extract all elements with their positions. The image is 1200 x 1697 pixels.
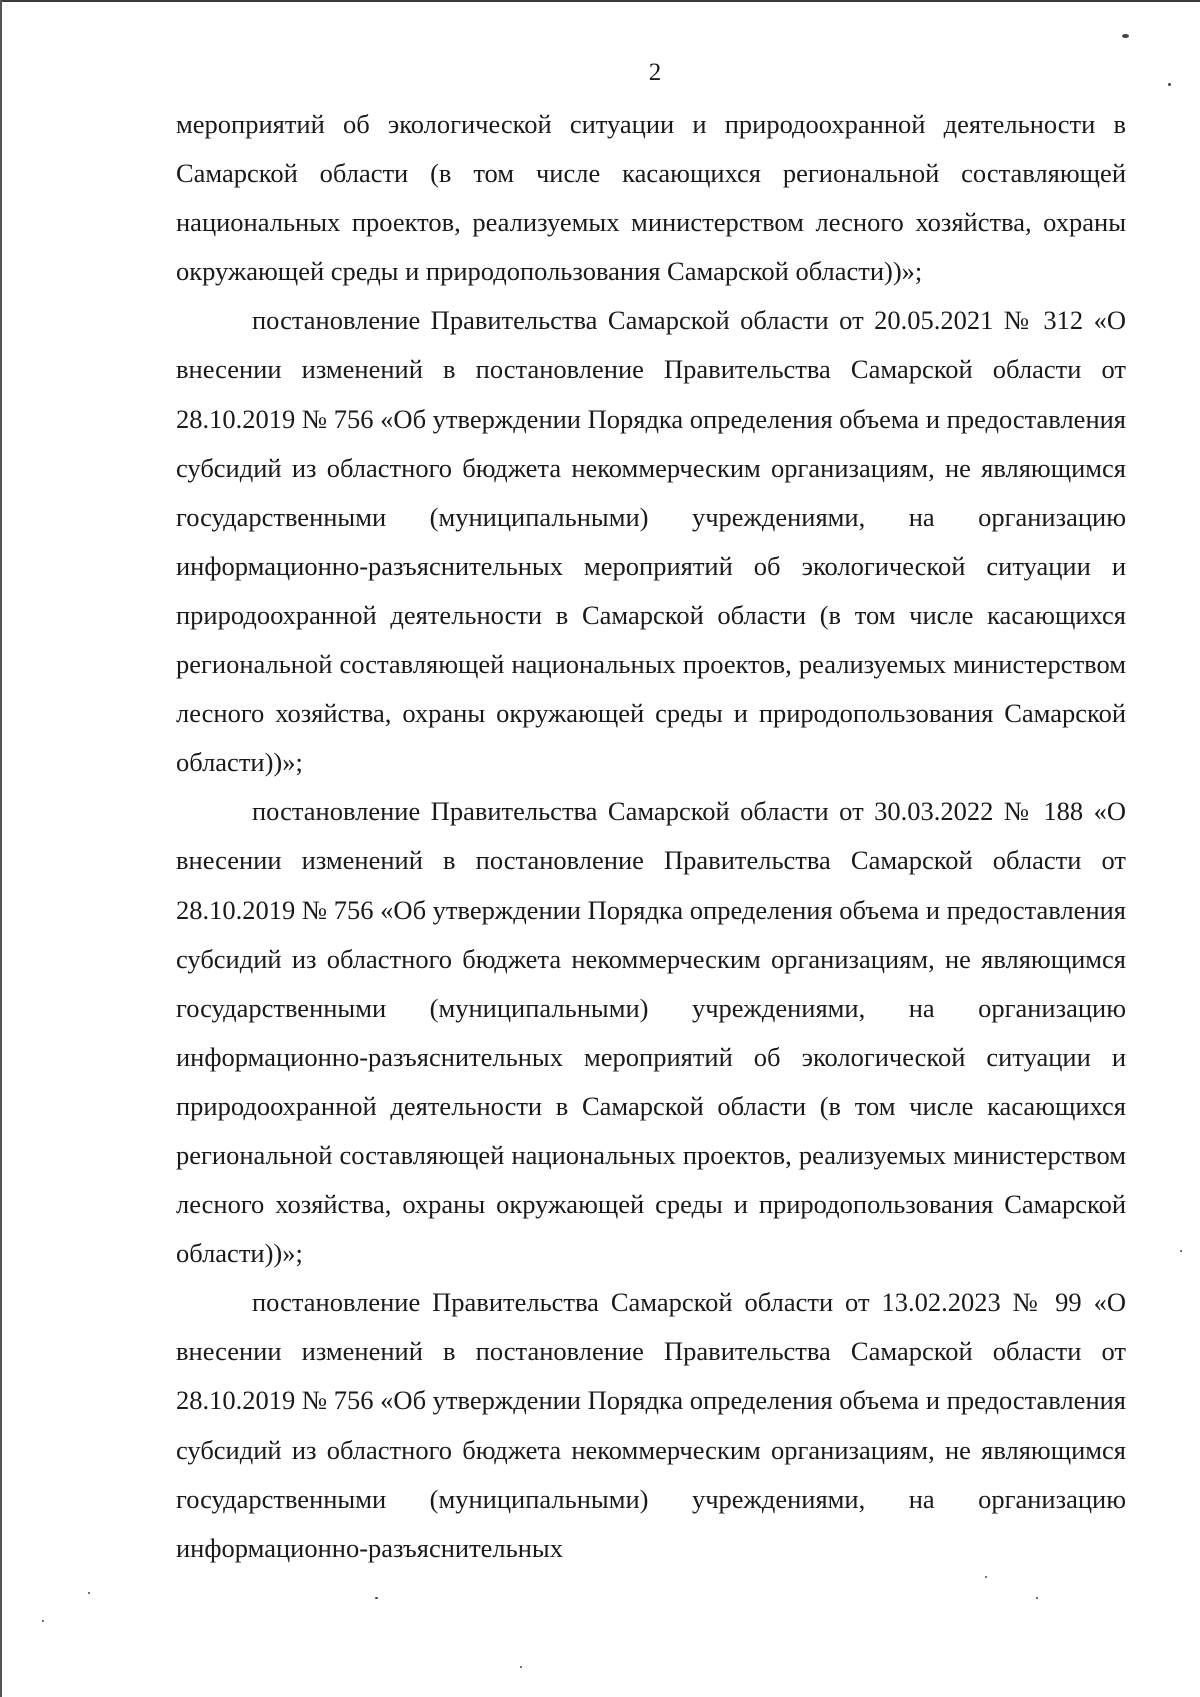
- page-number: 2: [648, 59, 662, 86]
- paragraph-resolution-2023: постановление Правительства Самарской области от 13.02.2023 № 99 «О внесении изменений в постановление Правительства Самарской области от 28.10.2019 № 756 «Об утверждении Порядка определения объема и предоставления субсидий из областного бюджета некоммерческим организациям, не являющимся государственными (муниципальными) учреждениями, на организацию информационно-разъяснительных: [176, 1287, 1126, 1563]
- scan-speck: [520, 1666, 522, 1668]
- scan-speck: [42, 1620, 44, 1622]
- paragraph-resolution-2022: постановление Правительства Самарской области от 30.03.2022 № 188 «О внесении изменений в постановление Правительства Самарской области от 28.10.2019 № 756 «Об утверждении Порядка определения объема и предоставления субсидий из областного бюджета некоммерческим организациям, не являющимся государственными (муниципальными) учреждениями, на организацию информационно-разъяснительных мероприятий об экологической ситуации и природоохранной деятельности в Самарской области (в том числе касающихся региональной составляющей национальных проектов, реализуемых министерством лесного хозяйства, охраны окружающей среды и природопользования Самарской области))»;: [176, 796, 1126, 1269]
- scan-speck: [375, 1597, 378, 1599]
- document-body: [176, 100, 1126, 1573]
- scan-speck: [1180, 1250, 1182, 1252]
- paragraph-continuation: мероприятий об экологической ситуации и природоохранной деятельности в Самарской области (в том числе касающихся региональной составляющей национальных проектов, реализуемых министерством лесного хозяйства, охраны окружающей среды и природопользования Самарской области))»;: [176, 109, 1126, 287]
- scan-speck: [1122, 34, 1129, 38]
- paragraph-resolution-2021: постановление Правительства Самарской области от 20.05.2021 № 312 «О внесении изменений в постановление Правительства Самарской области от 28.10.2019 № 756 «Об утверждении Порядка определения объема и предоставления субсидий из областного бюджета некоммерческим организациям, не являющимся государственными (муниципальными) учреждениями, на организацию информационно-разъяснительных мероприятий об экологической ситуации и природоохранной деятельности в Самарской области (в том числе касающихся региональной составляющей национальных проектов, реализуемых министерством лесного хозяйства, охраны окружающей среды и природопользования Самарской области))»;: [176, 305, 1126, 778]
- scan-left-edge: [0, 0, 2, 1697]
- scan-speck: [1036, 1597, 1038, 1599]
- scan-top-edge: [0, 0, 1200, 2]
- scan-speck: [985, 1576, 987, 1578]
- scan-speck: [88, 1592, 90, 1594]
